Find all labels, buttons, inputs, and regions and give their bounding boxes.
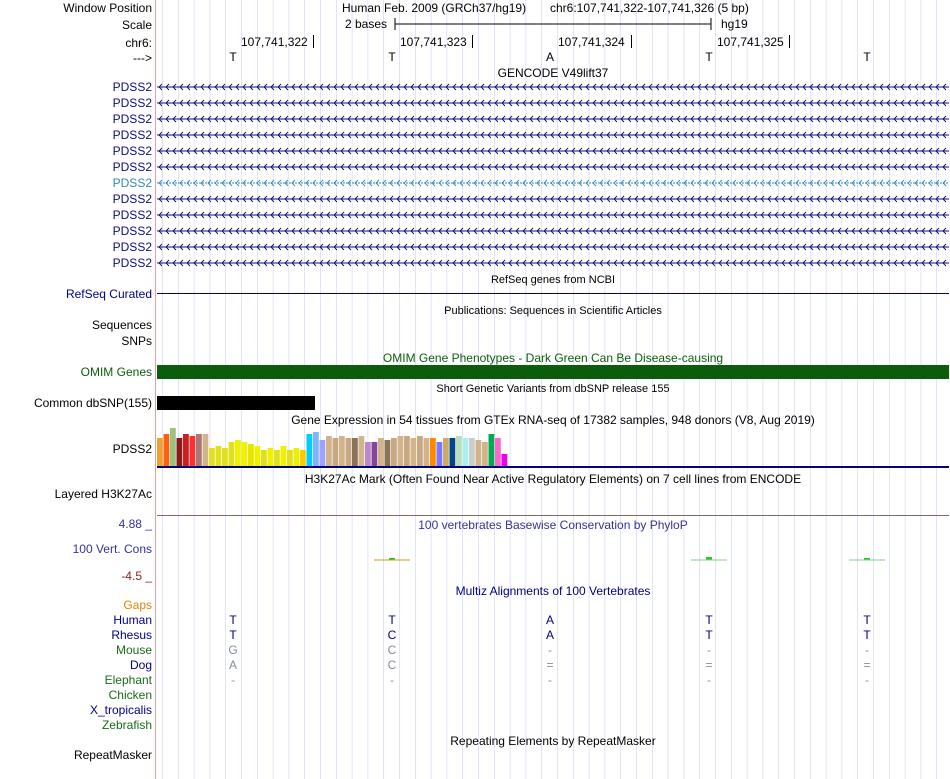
alignment-base: - [548, 673, 552, 687]
repeatmasker-title: Repeating Elements by RepeatMasker [450, 734, 656, 748]
gencode-transcript[interactable] [157, 177, 949, 189]
alignment-base: A [228, 658, 237, 672]
gencode-gene-label[interactable]: PDSS2 [112, 80, 152, 94]
gencode-title: GENCODE V49lift37 [497, 66, 609, 80]
omim-feature-bar[interactable] [157, 365, 949, 379]
gencode-gene-label[interactable]: PDSS2 [112, 160, 152, 174]
scale-bar [394, 17, 714, 31]
gtex-tissue-bar[interactable] [183, 434, 189, 466]
gencode-gene-label[interactable]: PDSS2 [112, 144, 152, 158]
gencode-transcript[interactable] [157, 257, 949, 269]
gtex-tissue-bar[interactable] [229, 442, 235, 466]
gtex-tissue-bar[interactable] [320, 440, 326, 466]
coord-tick [789, 35, 790, 48]
h3k27ac-label[interactable]: Layered H3K27Ac [54, 487, 152, 501]
publications-title: Publications: Sequences in Scientific Articles [444, 305, 662, 317]
gtex-tissue-bar[interactable] [196, 434, 202, 466]
coord-tick [631, 35, 632, 48]
gtex-tissue-bar[interactable] [430, 438, 436, 466]
alignment-base: T [229, 613, 237, 627]
gtex-tissue-bar[interactable] [502, 454, 508, 466]
alignment-base: A [545, 628, 554, 642]
reference-base: T [863, 50, 871, 64]
gencode-gene-label[interactable]: PDSS2 [112, 112, 152, 126]
gtex-tissue-bar[interactable] [235, 440, 241, 466]
gtex-tissue-bar[interactable] [443, 438, 449, 466]
gtex-tissue-bar[interactable] [209, 448, 215, 466]
gencode-transcript[interactable] [157, 193, 949, 205]
phylop-title: 100 vertebrates Basewise Conservation by PhyloP [418, 518, 688, 532]
position-readout[interactable]: chr6:107,741,322-107,741,326 (5 bp) [550, 1, 749, 15]
gencode-gene-label[interactable]: PDSS2 [112, 208, 152, 222]
species-label[interactable]: X_tropicalis [89, 703, 152, 717]
coord-tick [313, 35, 314, 48]
gtex-tissue-bar[interactable] [261, 450, 267, 466]
gtex-tissue-bar[interactable] [222, 448, 228, 466]
window-position-label: Window Position [63, 1, 152, 15]
alignment-base: T [705, 628, 713, 642]
gtex-tissue-bar[interactable] [157, 438, 163, 466]
gtex-tissue-bar[interactable] [476, 440, 482, 466]
gencode-transcript[interactable] [157, 225, 949, 237]
alignment-base: - [707, 673, 711, 687]
gencode-transcript[interactable] [157, 161, 949, 173]
gtex-tissue-bar[interactable] [417, 436, 423, 466]
gtex-tissue-bar[interactable] [177, 438, 183, 466]
species-label[interactable]: Rhesus [111, 628, 152, 642]
coord-label: 107,741,325 [717, 35, 784, 49]
gtex-tissue-bar[interactable] [424, 438, 430, 466]
species-label[interactable]: Human [113, 613, 152, 627]
alignment-base: - [231, 673, 235, 687]
gtex-tissue-bar[interactable] [456, 436, 462, 466]
multiz-title: Multiz Alignments of 100 Vertebrates [455, 584, 651, 598]
scale-value: 2 bases [345, 17, 388, 31]
alignment-base: = [863, 658, 871, 672]
phylop-max: 4.88 _ [118, 517, 152, 531]
gencode-gene-label[interactable]: PDSS2 [112, 192, 152, 206]
reference-base: A [545, 50, 554, 64]
phylop-graph[interactable] [157, 540, 949, 580]
species-label[interactable]: Chicken [108, 688, 152, 702]
gencode-gene-label[interactable]: PDSS2 [112, 240, 152, 254]
gtex-title: Gene Expression in 54 tissues from GTEx RNA-seq of 17382 samples, 948 donors (V8, Aug 2019) [291, 413, 815, 427]
dbsnp-label[interactable]: Common dbSNP(155) [33, 396, 152, 410]
gencode-transcript[interactable] [157, 97, 949, 109]
gtex-tissue-bar[interactable] [294, 448, 300, 466]
gtex-tissue-bar[interactable] [281, 446, 287, 466]
gtex-tissue-bar[interactable] [489, 434, 495, 466]
alignment-base: G [228, 643, 238, 657]
gtex-tissue-bar[interactable] [164, 434, 170, 466]
alignment-base: - [865, 643, 869, 657]
gtex-tissue-bar[interactable] [326, 436, 332, 466]
h3k27ac-title: H3K27Ac Mark (Often Found Near Active Regulatory Elements) on 7 cell lines from ENCODE [304, 472, 802, 486]
dbsnp-title: Short Genetic Variants from dbSNP release 155 [436, 383, 670, 395]
gtex-tissue-bar[interactable] [365, 442, 371, 466]
gtex-tissue-bar[interactable] [190, 436, 196, 466]
gencode-gene-label[interactable]: PDSS2 [112, 128, 152, 142]
omim-title: OMIM Gene Phenotypes - Dark Green Can Be Disease-causing [382, 351, 724, 365]
coord-label: 107,741,323 [400, 35, 467, 49]
gtex-tissue-bar[interactable] [170, 428, 176, 466]
gtex-tissue-bar[interactable] [313, 432, 319, 466]
gtex-tissue-bar[interactable] [359, 436, 365, 466]
gtex-tissue-bar[interactable] [482, 442, 488, 466]
reference-base: T [705, 50, 713, 64]
gtex-tissue-bar[interactable] [372, 442, 378, 466]
reference-base: T [229, 50, 237, 64]
gencode-gene-label[interactable]: PDSS2 [112, 256, 152, 270]
alignment-base: T [388, 613, 396, 627]
scale-label: Scale [121, 18, 152, 32]
gencode-transcript[interactable] [157, 145, 949, 157]
sequences-label[interactable]: Sequences [91, 318, 152, 332]
gtex-label[interactable]: PDSS2 [112, 442, 152, 456]
gtex-tissue-bar[interactable] [242, 442, 248, 466]
gtex-tissue-bar[interactable] [300, 450, 306, 466]
alignment-base: C [387, 628, 397, 642]
coord-label: 107,741,322 [241, 35, 308, 49]
gencode-gene-label[interactable]: PDSS2 [112, 96, 152, 110]
gtex-tissue-bar[interactable] [469, 438, 475, 466]
alignment-base: C [387, 658, 397, 672]
gtex-tissue-bar[interactable] [398, 436, 404, 466]
alignment-base: = [705, 658, 713, 672]
alignment-base: T [229, 628, 237, 642]
gtex-tissue-bar[interactable] [255, 446, 261, 466]
gencode-transcript[interactable] [157, 81, 949, 93]
label-divider [155, 0, 156, 779]
phylop-min: -4.5 _ [121, 569, 152, 583]
scale-db: hg19 [721, 17, 748, 31]
alignment-base: A [545, 613, 554, 627]
gtex-tissue-bar[interactable] [203, 434, 209, 466]
alignment-base: = [546, 658, 554, 672]
gtex-tissue-bar[interactable] [391, 438, 397, 466]
snps-label[interactable]: SNPs [121, 334, 152, 348]
alignment-base: T [863, 628, 871, 642]
gtex-tissue-bar[interactable] [411, 438, 417, 466]
refseq-label[interactable]: RefSeq Curated [65, 287, 152, 301]
alignment-base: C [387, 643, 397, 657]
dbsnp-feature[interactable] [157, 396, 315, 410]
phylop-label[interactable]: 100 Vert. Cons [72, 542, 152, 556]
alignment-base: - [865, 673, 869, 687]
gtex-tissue-bar[interactable] [346, 438, 352, 466]
alignment-base: T [863, 613, 871, 627]
gtex-tissue-bar[interactable] [268, 448, 274, 466]
species-label[interactable]: Zebrafish [101, 718, 152, 732]
gtex-tissue-bar[interactable] [216, 446, 222, 466]
gencode-gene-label[interactable]: PDSS2 [112, 224, 152, 238]
gtex-tissue-bar[interactable] [274, 450, 280, 466]
gencode-transcript[interactable] [157, 129, 949, 141]
gtex-tissue-bar[interactable] [463, 438, 469, 466]
coord-label: 107,741,324 [558, 35, 625, 49]
coord-tick [472, 35, 473, 48]
alignment-base: T [705, 613, 713, 627]
repeatmasker-label[interactable]: RepeatMasker [73, 748, 152, 762]
gtex-tissue-bar[interactable] [495, 438, 501, 466]
strand-label: ---> [133, 51, 152, 65]
gtex-tissue-bar[interactable] [450, 438, 456, 466]
chrom-label: chr6: [125, 36, 152, 50]
refseq-title: RefSeq genes from NCBI [490, 274, 616, 286]
gtex-tissue-bar[interactable] [437, 442, 443, 466]
species-label[interactable]: Mouse [115, 643, 152, 657]
gtex-tissue-bar[interactable] [404, 436, 410, 466]
gtex-tissue-bar[interactable] [287, 450, 293, 466]
gtex-tissue-bar[interactable] [352, 438, 358, 466]
species-label[interactable]: Elephant [104, 673, 152, 687]
gtex-tissue-bar[interactable] [339, 436, 345, 466]
alignment-base: - [390, 673, 394, 687]
gtex-tissue-bar[interactable] [333, 438, 339, 466]
species-label[interactable]: Dog [129, 658, 152, 672]
gencode-transcript[interactable] [157, 113, 949, 125]
gencode-gene-label[interactable]: PDSS2 [112, 176, 152, 190]
refseq-gene-line[interactable] [157, 293, 949, 294]
gencode-transcript[interactable] [157, 209, 949, 221]
h3k27ac-baseline [157, 515, 949, 516]
gtex-tissue-bar[interactable] [248, 444, 254, 466]
gtex-tissue-bar[interactable] [378, 438, 384, 466]
assembly-name: Human Feb. 2009 (GRCh37/hg19) [342, 1, 527, 15]
gtex-bar-chart[interactable] [157, 426, 949, 470]
gencode-transcript[interactable] [157, 241, 949, 253]
reference-base: T [388, 50, 396, 64]
alignment-base: - [548, 643, 552, 657]
gtex-tissue-bar[interactable] [385, 440, 391, 466]
alignment-base: - [707, 643, 711, 657]
gtex-tissue-bar[interactable] [307, 434, 313, 466]
gaps-label: Gaps [123, 598, 152, 612]
omim-label[interactable]: OMIM Genes [80, 365, 152, 379]
